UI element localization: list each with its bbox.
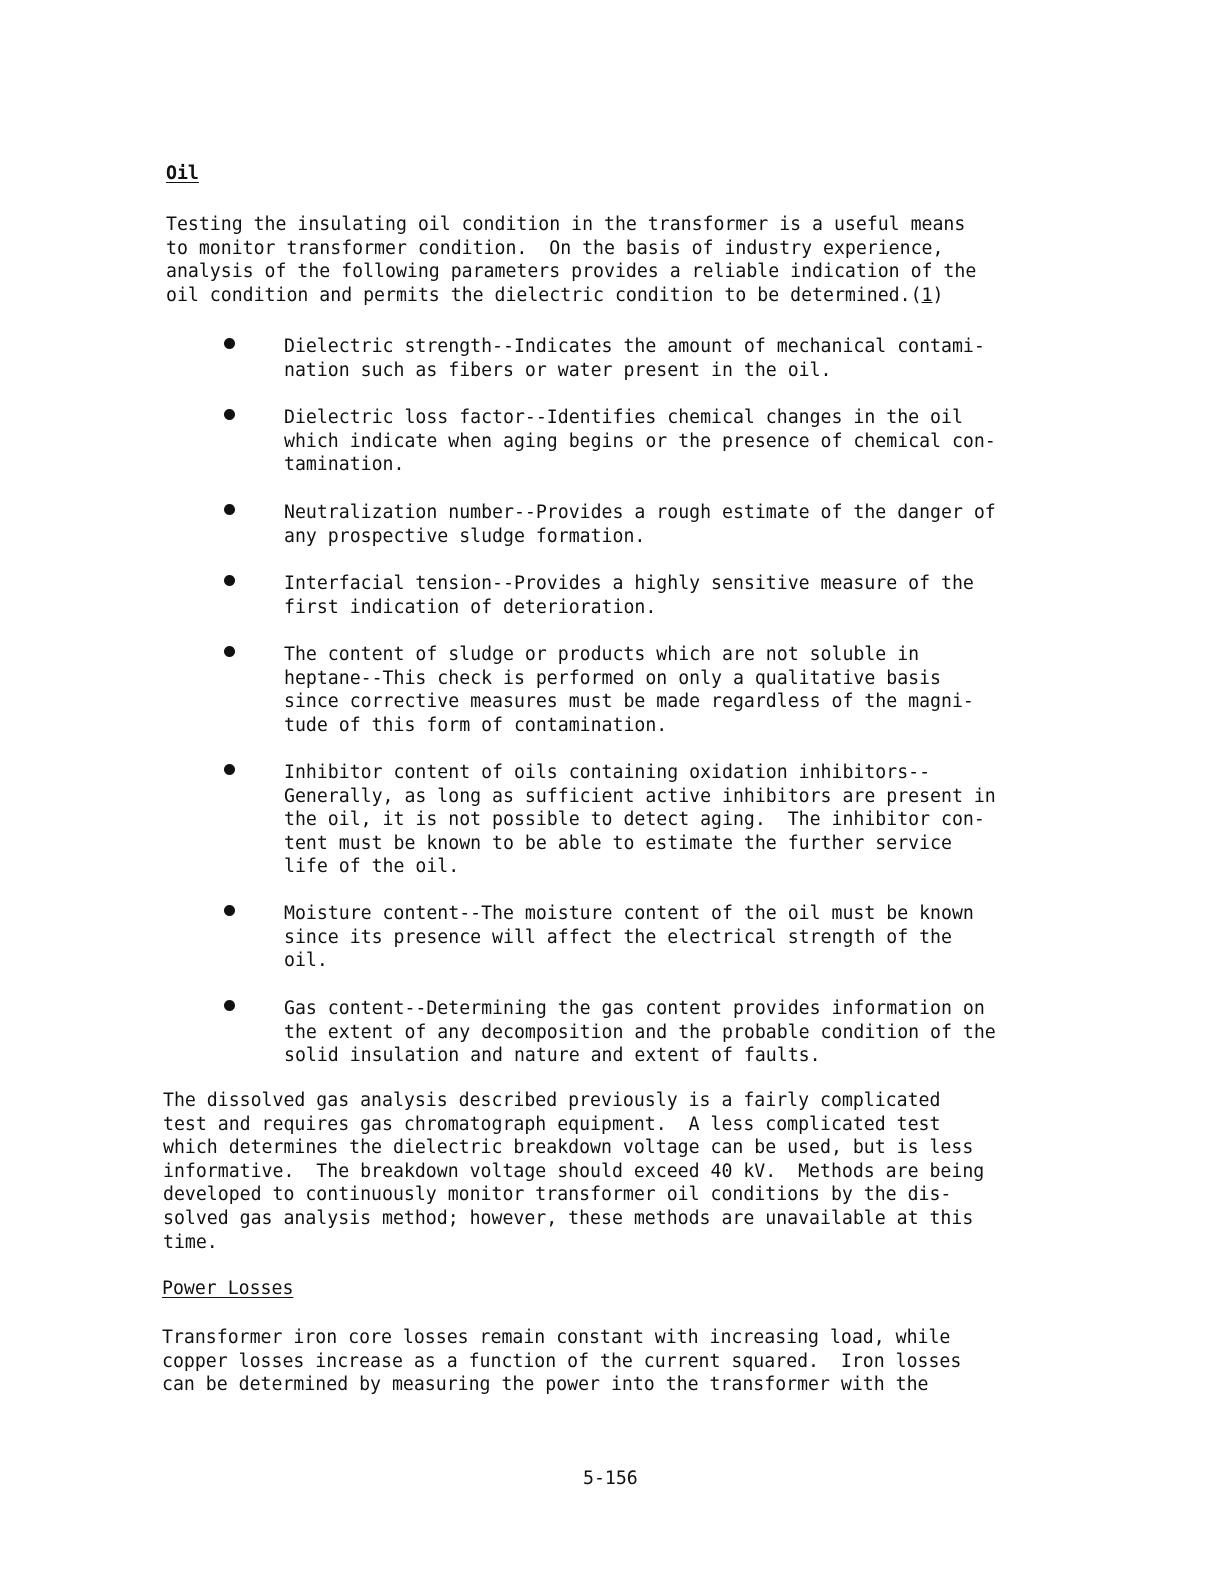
bullet-icon	[224, 1000, 235, 1011]
citation-reference: 1	[921, 284, 933, 306]
section-heading-oil: Oil	[166, 163, 199, 184]
list-item-text: Inhibitor content of oils containing oxidation inhibitors-- Generally, as long as sufficient active inhibitors are present in the oil, it is not possible to detect aging. The inhibitor con- tent must be known to be able to estimate the further service life of the oil.	[284, 762, 996, 878]
bullet-icon	[224, 646, 235, 657]
bullet-icon	[224, 504, 235, 515]
intro-text: Testing the insulating oil condition in the transformer is a useful means to monitor transformer condition. On the basis of industry experience, analysis of the following parameters provides a reliable indication of the oil condition and permits the dielectric condition to be determined.(	[166, 214, 977, 306]
bullet-icon	[224, 905, 235, 916]
section-heading-power-losses: Power Losses	[162, 1278, 294, 1299]
dissolved-gas-paragraph: The dissolved gas analysis described previously is a fairly complicated test and requires gas chromatograph equipment. A less complicated test which determines the dielectric breakdown voltage can be used, but is less informative. The breakdown voltage should exceed 40 kV. Methods are being developed to continuously monitor transformer oil conditions by the dis- solved gas analysis method; however, these methods are unavailable at this time.	[163, 1090, 985, 1253]
list-item-text: Dielectric loss factor--Identifies chemical changes in the oil which indicate when aging begins or the presence of chemical con- tamination.	[284, 407, 996, 476]
list-item-text: Moisture content--The moisture content of the oil must be known since its presence will affect the electrical strength of the oil.	[284, 903, 974, 972]
bullet-icon	[224, 338, 235, 349]
bullet-icon	[224, 575, 235, 586]
citation-close: )	[932, 284, 944, 306]
bullet-icon	[224, 764, 235, 775]
page-number: 5-156	[583, 1468, 638, 1489]
power-losses-paragraph: Transformer iron core losses remain constant with increasing load, while copper losses increase as a function of the current squared. Iron losses can be determined by measuring the power into the transformer with the	[162, 1327, 962, 1396]
intro-paragraph	[166, 213, 976, 307]
list-item-text: Interfacial tension--Provides a highly sensitive measure of the first indication of deterioration.	[284, 573, 974, 618]
list-item-text: Neutralization number--Provides a rough estimate of the danger of any prospective sludge formation.	[284, 502, 996, 547]
list-item-text: Dielectric strength--Indicates the amount of mechanical contami- nation such as fibers or water present in the oil.	[284, 336, 985, 381]
bullet-icon	[224, 409, 235, 420]
list-item-text: Gas content--Determining the gas content provides information on the extent of any decomposition and the probable condition of the solid insulation and nature and extent of faults.	[284, 998, 996, 1067]
list-item-text: The content of sludge or products which are not soluble in heptane--This check is performed on only a qualitative basis since corrective measures must be made regardless of the magni- tude of this form of contamination.	[284, 644, 974, 736]
